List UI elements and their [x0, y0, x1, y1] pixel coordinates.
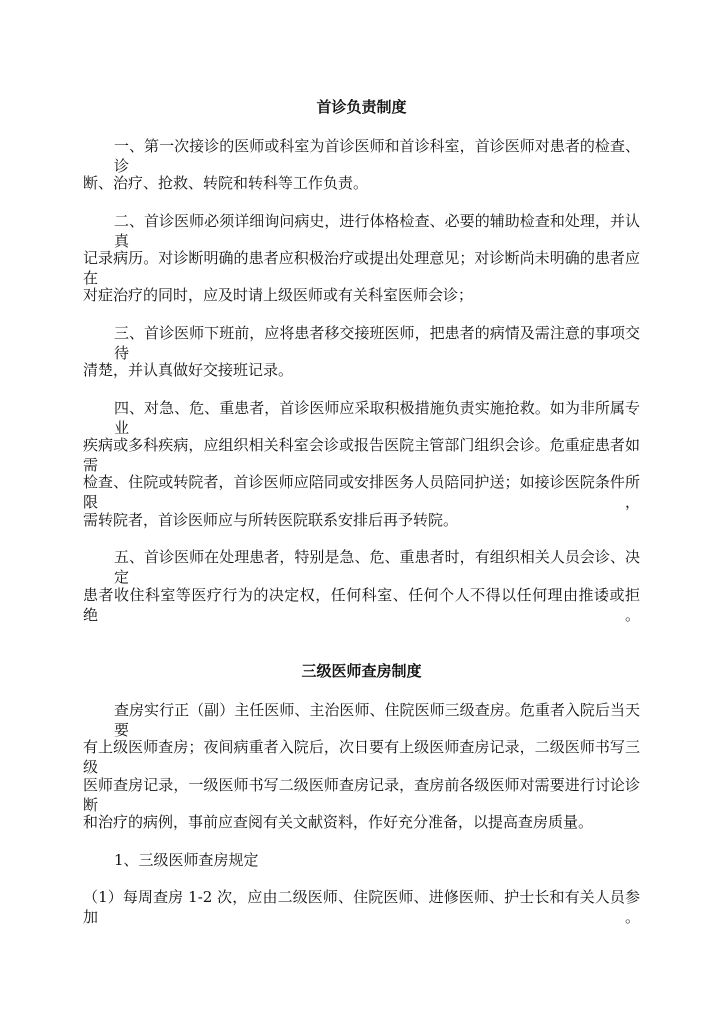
paragraph-line: 四、对急、危、重患者，首诊医师应采取积极措施负责实施抢救。如为非所属专业 [114, 399, 640, 437]
paragraph-line: 和治疗的病例，事前应查阅有关文献资料，作好充分准备，以提高查房质量。 [83, 813, 594, 831]
paragraph-line: 二、首诊医师必须详细询问病史，进行体格检查、必要的辅助检查和处理，并认真 [114, 212, 640, 250]
paragraph-line: 查房实行正（副）主任医师、主治医师、住院医师三级查房。危重者入院后当天要 [114, 701, 640, 739]
paragraph-line: 有上级医师查房；夜间病重者入院后，次日要有上级医师查房记录，二级医师书写三级 [83, 738, 640, 776]
section-title: 三级医师查房制度 [301, 662, 422, 680]
paragraph-line: 一、第一次接诊的医师或科室为首诊医师和首诊科室，首诊医师对患者的检查、诊 [114, 137, 640, 175]
paragraph-line: 五、首诊医师在处理患者，特别是急、危、重患者时，有组织相关人员会诊、决定 [114, 548, 640, 586]
paragraph-line: 记录病历。对诊断明确的患者应积极治疗或提出处理意见；对诊断尚未明确的患者应在 [83, 249, 640, 287]
paragraph-line: 需转院者，首诊医师应与所转医院联系安排后再予转院。 [83, 511, 459, 529]
paragraph-line: 清楚，并认真做好交接班记录。 [83, 361, 294, 379]
paragraph-line: 三、首诊医师下班前，应将患者移交接班医师，把患者的病情及需注意的事项交待 [114, 324, 640, 362]
section-title: 首诊负责制度 [316, 98, 407, 116]
paragraph-line: 医师查房记录，一级医师书写二级医师查房记录，查房前各级医师对需要进行讨论诊断 [83, 776, 640, 814]
paragraph-line: 疾病或多科疾病，应组织相关科室会诊或报告医院主管部门组织会诊。危重症患者如需 [83, 436, 640, 474]
paragraph-line: 对症治疗的同时，应及时请上级医师或有关科室医师会诊； [83, 286, 474, 304]
paragraph-line: 断、治疗、抢救、转院和转科等工作负责。 [83, 174, 369, 192]
list-item: （1）每周查房 1-2 次，应由二级医师、住院医师、进修医师、护士长和有关人员参加。 [83, 888, 640, 926]
paragraph-line: 检查、住院或转院者，首诊医师应陪同或安排医务人员陪同护送；如接诊医院条件所限， [83, 473, 640, 511]
paragraph-line: 患者收住科室等医疗行为的决定权，任何科室、任何个人不得以任何理由推诿或拒绝。 [83, 586, 640, 624]
list-heading: 1、三级医师查房规定 [114, 851, 259, 869]
